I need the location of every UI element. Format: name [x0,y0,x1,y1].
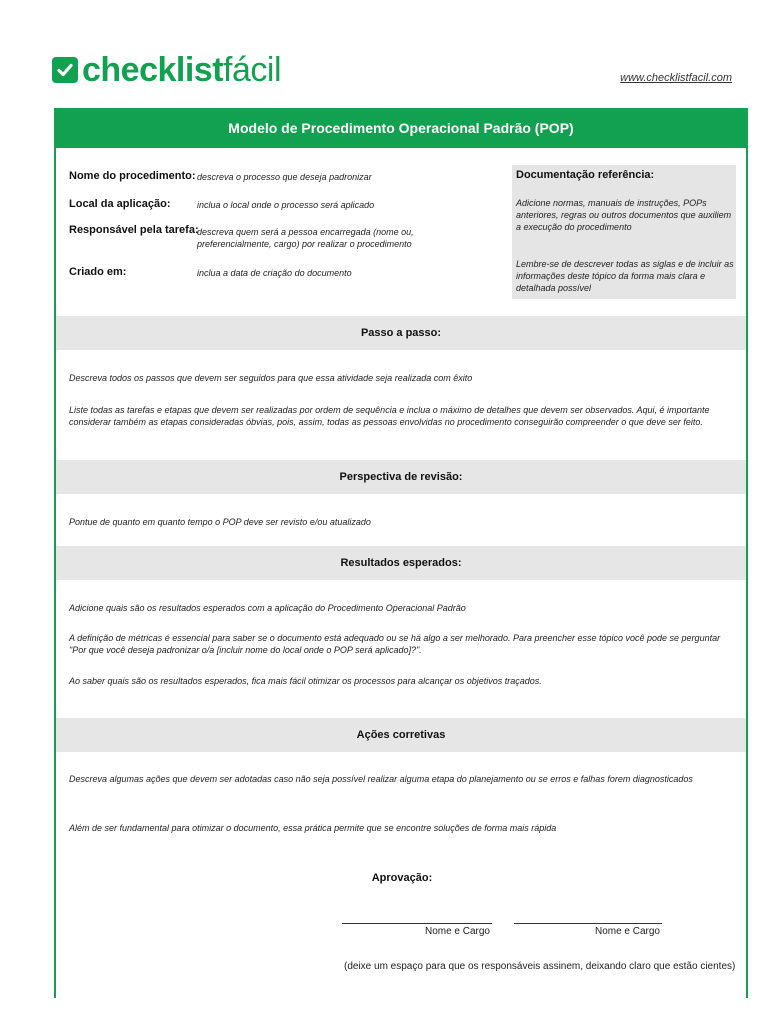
brand-logo [52,50,281,90]
section-header-steps: Passo a passo: [56,316,746,350]
steps-text-1: Descreva todos os passos que devem ser seguidos para que essa atividade seja realizada com êxito [69,373,473,383]
review-text-1: Pontue de quanto em quanto tempo o POP deve ser revisto e/ou atualizado [69,517,371,527]
checkmark-icon [52,57,78,83]
document-frame [54,108,748,998]
brand-name-bold: checklist [82,51,224,89]
reference-text-2: Lembre-se de descrever todas as siglas e de incluir as informações deste tópico da forma mais clara e detalhada possível [516,259,734,293]
signature-line-1[interactable] [342,923,492,924]
reference-box [512,165,736,299]
field-label-responsible: Responsável pela tarefa: [69,224,199,236]
field-value-location: inclua o local onde o processo será aplicado [197,200,375,210]
signature-line-2[interactable] [514,923,662,924]
field-value-responsible: descreva quem será a pessoa encarregada (nome ou, preferencialmente, cargo) por realizar o procedimento [197,227,414,249]
corrective-text-2: Além de ser fundamental para otimizar o documento, essa prática permite que se encontre soluções de forma mais rápida [69,823,557,833]
signature-label-1: Nome e Cargo [424,926,490,937]
field-label-procedure-name: Nome do procedimento: [69,170,196,182]
field-value-created: inclua a data de criação do documento [197,268,352,278]
signature-label-2: Nome e Cargo [594,926,660,937]
steps-text-2: Liste todas as tarefas e etapas que devem ser realizadas por ordem de sequência e inclua o máximo de detalhes que devem ser observados. Aqui, é importante considerar também as etapas consideradas óbvias, pois, assim, todas as pessoas envolvidas no procedimento conseguirão compreender o que deve ser feito. [69,405,710,427]
brand-name-light: fácil [223,51,281,89]
section-header-results: Resultados esperados: [56,546,746,580]
section-header-review: Perspectiva de revisão: [56,460,746,494]
reference-text-1: Adicione normas, manuais de instruções, POPs anteriores, regras ou outros documentos que auxiliem a execução do procedimento [516,198,732,232]
signature-note: (deixe um espaço para que os responsáveis assinem, deixando claro que estão cientes) [344,961,736,972]
approval-title: Aprovação: [371,872,433,884]
results-text-3: Ao saber quais são os resultados esperados, fica mais fácil otimizar os processos para alcançar os objetivos traçados. [69,676,542,686]
results-text-1: Adicione quais são os resultados esperados com a aplicação do Procedimento Operacional Padrão [69,603,466,613]
field-value-procedure-name: descreva o processo que deseja padronizar [197,172,372,182]
field-label-created: Criado em: [69,266,127,278]
section-header-corrective: Ações corretivas [56,718,746,752]
website-link[interactable]: www.checklistfacil.com [620,72,732,84]
field-label-location: Local da aplicação: [69,198,171,210]
document-title: Modelo de Procedimento Operacional Padrão (POP) [56,108,746,148]
reference-title: Documentação referência: [516,169,655,181]
results-text-2: A definição de métricas é essencial para saber se o documento está adequado ou se há algo a ser melhorado. Para preencher esse tópico você pode se perguntar "Por que você deseja padronizar o/a [incluir nome do local onde o POP será aplicado]?". [69,633,721,655]
corrective-text-1: Descreva algumas ações que devem ser adotadas caso não seja possível realizar alguma etapa do planejamento ou se erros e falhas forem diagnosticados [69,774,693,784]
